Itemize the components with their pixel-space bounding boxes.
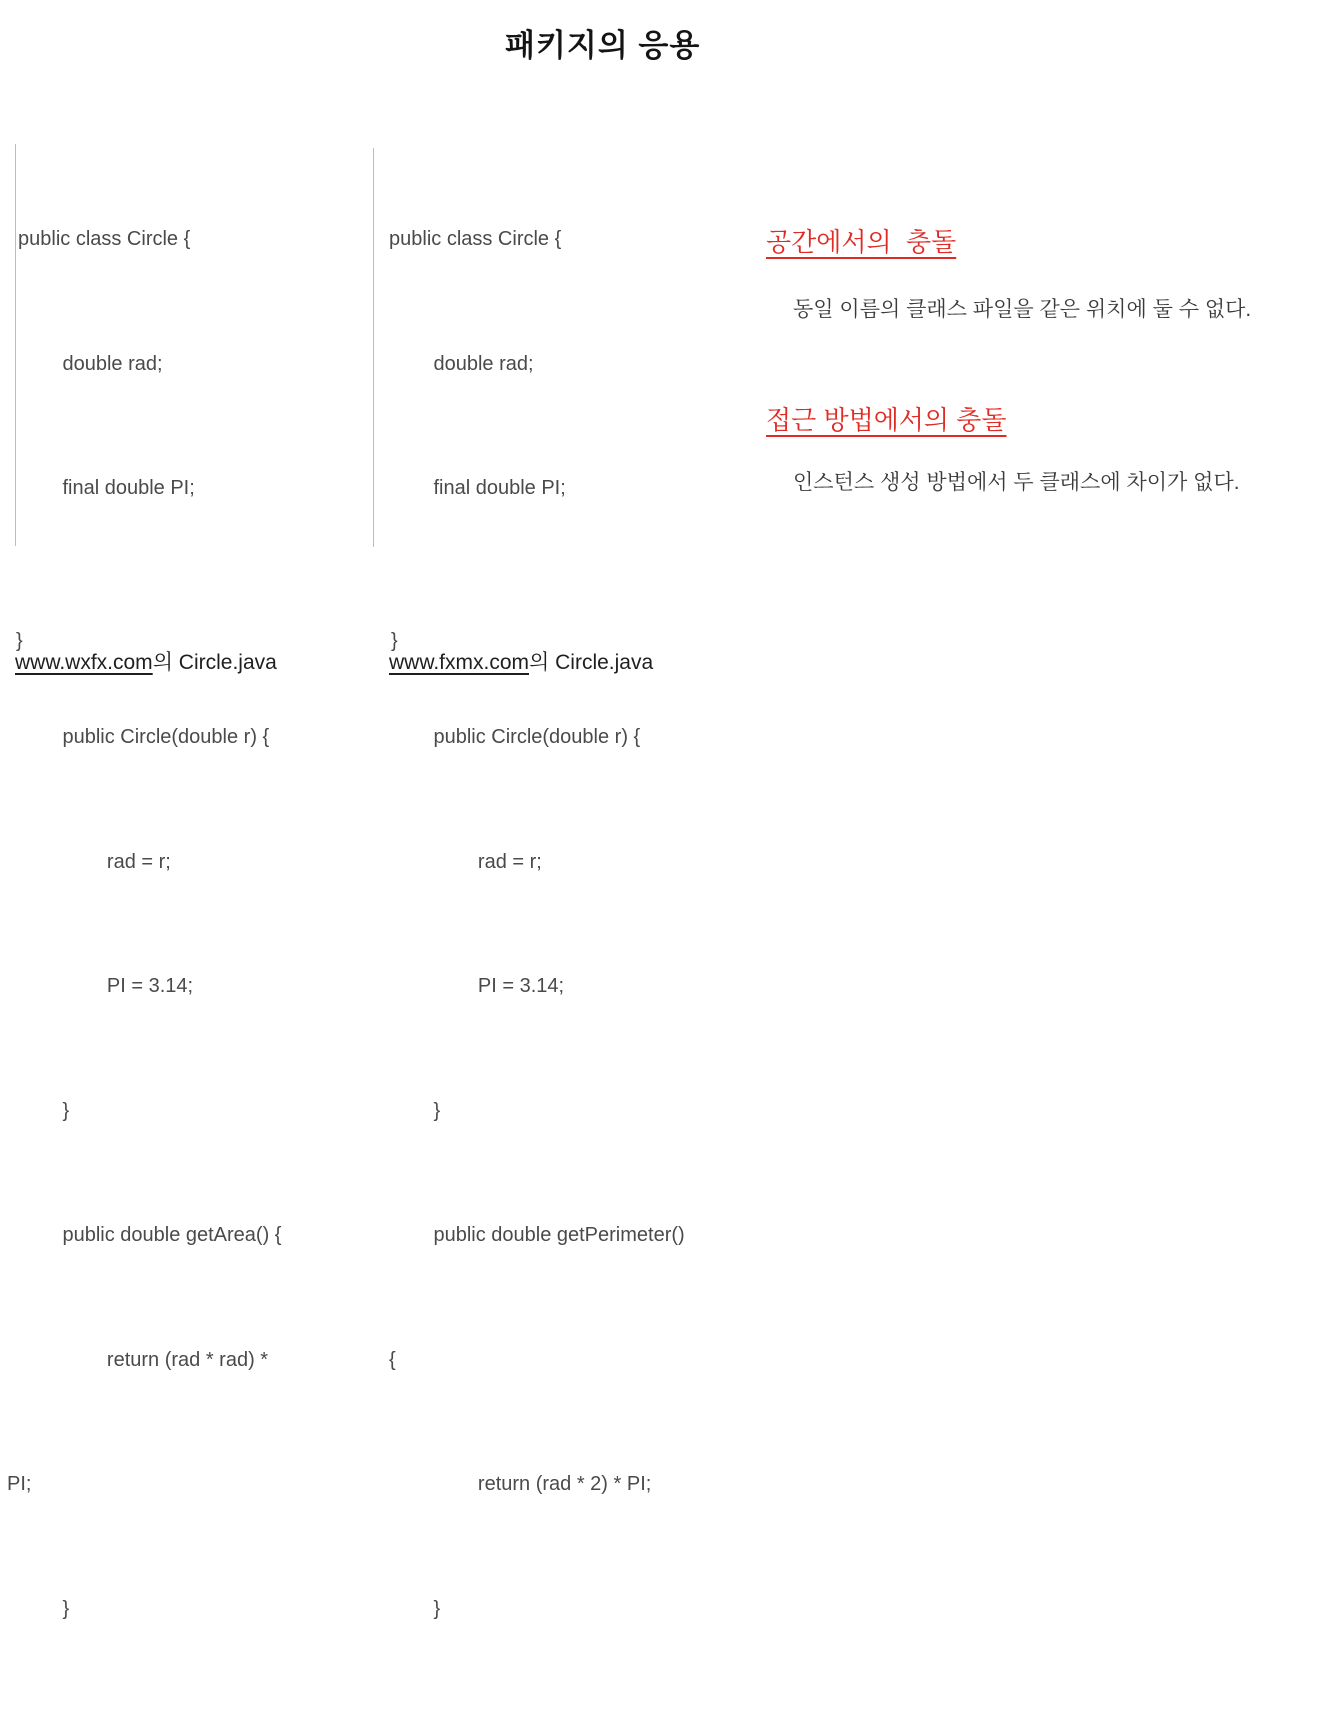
code-line: public Circle(double r) { (389, 726, 641, 748)
code-line (389, 593, 685, 635)
code-line: public double getArea() { (18, 1224, 282, 1246)
middle-codebox-border (373, 148, 374, 547)
code-closing-brace-left: } (16, 630, 23, 652)
code-line-wrapped: { (389, 1348, 396, 1371)
code-line: final double PI; (18, 477, 195, 499)
code-line: PI = 3.14; (18, 975, 194, 997)
code-line: final double PI; (389, 477, 566, 499)
note-heading-access-collision: 접근 방법에서의 충돌 (766, 405, 1007, 435)
code-closing-brace-middle: } (391, 630, 398, 652)
code-block-left (7, 136, 282, 1713)
code-line: } (18, 1099, 70, 1122)
code-line: public class Circle { (389, 228, 562, 250)
caption-suffix: 의 Circle.java (529, 651, 654, 674)
code-line: } (389, 1099, 441, 1122)
code-line: public Circle(double r) { (18, 726, 270, 748)
code-block-middle (389, 136, 685, 1713)
code-line: public double getPerimeter() (389, 1224, 685, 1246)
code-line: return (rad * 2) * PI; (389, 1473, 652, 1495)
code-line: rad = r; (389, 850, 542, 873)
code-line (18, 593, 282, 635)
url-link-wxfx[interactable]: www.wxfx.com (15, 651, 153, 674)
code-line: PI = 3.14; (389, 975, 565, 997)
code-caption-left (15, 646, 277, 676)
left-codebox-border (15, 144, 16, 546)
code-line: } (18, 1597, 70, 1620)
page-title: 패키지의 응용 (505, 28, 701, 63)
code-line: } (389, 1597, 441, 1620)
code-line: return (rad * rad) * (18, 1348, 269, 1371)
code-caption-middle (389, 646, 653, 676)
note-body-space-collision: 동일 이름의 클래스 파일을 같은 위치에 둘 수 없다. (793, 298, 1252, 321)
code-line: double rad; (18, 352, 163, 375)
caption-suffix: 의 Circle.java (152, 651, 277, 674)
url-link-fxmx[interactable]: www.fxmx.com (389, 651, 530, 674)
note-heading-space-collision: 공간에서의 충돌 (766, 227, 957, 257)
code-line-wrapped: PI; (7, 1473, 32, 1495)
code-line: public class Circle { (18, 228, 191, 250)
note-body-access-collision: 인스턴스 생성 방법에서 두 클래스에 차이가 없다. (793, 471, 1240, 494)
code-line: rad = r; (18, 850, 171, 873)
code-line: double rad; (389, 352, 534, 375)
